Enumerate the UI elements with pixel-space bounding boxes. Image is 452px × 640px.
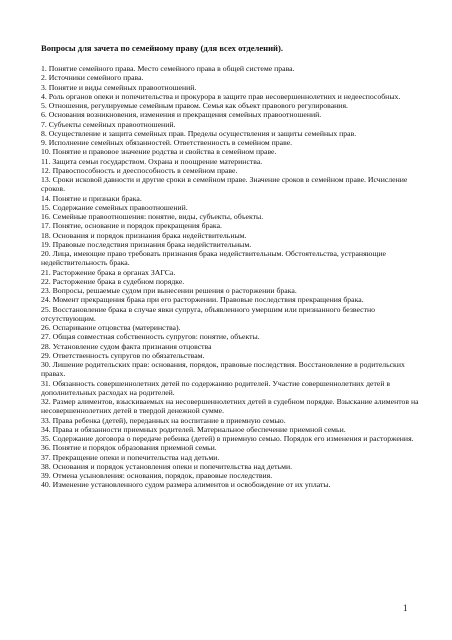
question-item: 12. Правоспособность и дееспособность в семейном праве.	[41, 165, 238, 175]
question-item: 16. Семейные правоотношения: понятие, виды, субъекты, объекты.	[41, 212, 264, 221]
question-item: 19. Правовые последствия признания брака недействительным.	[41, 239, 252, 249]
question-item: 8. Осуществление и защита семейных прав. Пределы осуществления и защиты семейных прав.	[41, 128, 357, 138]
question-item: 2. Источники семейного права.	[41, 73, 144, 83]
question-item: 25. Восстановление брака в случае явки супруга, объявленного умершим или признанного безвестно отсутствующим.	[41, 304, 375, 323]
question-item: 22. Расторжение брака в судебном порядке.	[41, 276, 185, 286]
question-item: 26. Оспаривание отцовства (материнства).	[41, 323, 181, 332]
question-item: 20. Лица, имеющие право требовать признания брака недействительным. Обстоятельства, устраняющие недействительность брака.	[41, 249, 386, 268]
question-item: 37. Прекращение опеки и попечительства над детьми.	[41, 452, 220, 462]
question-item: 15. Содержание семейных правоотношений.	[41, 202, 188, 212]
question-item: 31. Обязанность совершеннолетних детей по содержанию родителей. Участие совершеннолетних детей в дополнительных расходах на родителей.	[41, 378, 391, 397]
question-item: 35. Содержание договора о передаче ребенка (детей) в приемную семью. Порядок его изменения и расторжения.	[41, 434, 414, 443]
question-item: 21. Расторжение брака в органах ЗАГСа.	[41, 267, 176, 277]
question-item: 39. Отмена усыновления: основания, порядок, правовые последствия.	[41, 471, 273, 480]
question-item: 11. Защита семьи государством. Охрана и поощрение материнства.	[41, 156, 263, 166]
question-item: 4. Роль органов опеки и попечительства и прокурора в защите прав несовершеннолетних и недееспособных.	[41, 91, 401, 101]
question-item: 7. Субъекты семейных правоотношений.	[41, 119, 176, 129]
question-item: 40. Изменение установленного судом размера алиментов и освобождение от их уплаты.	[41, 480, 331, 490]
page-title: Вопросы для зачета по семейному праву (для всех отделений).	[41, 43, 284, 53]
question-item: 14. Понятие и признаки брака.	[41, 193, 142, 203]
question-item: 17. Понятие, основание и порядок прекращения брака.	[41, 221, 222, 231]
question-item: 5. Отношения, регулируемые семейным правом. Семья как объект правового регулирования.	[41, 101, 348, 110]
question-item: 29. Ответственность супругов по обязательствам.	[41, 350, 205, 360]
question-item: 27. Общая совместная собственность супругов: понятие, объекты.	[41, 332, 260, 342]
question-item: 34. Права и обязанности приемных родителей. Материальное обеспечение приемной семьи.	[41, 424, 346, 434]
question-item: 1. Понятие семейного права. Место семейного права в общей системе права.	[41, 64, 295, 73]
question-item: 28. Установление судом факта признания отцовства	[41, 341, 212, 351]
question-item: 10. Понятие и правовое значение родства и свойства в семейном праве.	[41, 147, 277, 157]
question-item: 9. Исполнение семейных обязанностей. Ответственность в семейном праве.	[41, 138, 293, 147]
question-item: 23. Вопросы, решаемые судом при вынесении решения о расторжении брака.	[41, 286, 297, 295]
question-list	[41, 64, 421, 490]
question-item: 3. Понятие и виды семейных правоотношений.	[41, 82, 197, 92]
page-number: 1	[403, 603, 408, 613]
question-item: 13. Сроки исковой давности и другие сроки в семейном праве. Значение сроков в семейном праве. Исчисление сроков.	[41, 175, 408, 194]
question-item: 33. Права ребенка (детей), переданных на воспитание в приемную семью.	[41, 415, 286, 425]
question-item: 18. Основания и порядок признания брака недействительным.	[41, 230, 247, 240]
question-item: 36. Понятие и порядок образования приемной семьи.	[41, 443, 217, 453]
question-item: 24. Момент прекращения брака при его расторжении. Правовые последствия прекращения брака.	[41, 295, 364, 305]
question-item: 6. Основания возникновения, изменения и прекращения семейных правоотношений.	[41, 110, 322, 120]
question-item: 30. Лишение родительских прав: основания, порядок, правовые последствия. Восстановление в родительских правах.	[41, 360, 405, 379]
question-item: 32. Размер алиментов, взыскиваемых на несовершеннолетних детей в судебном порядке. Взыскание алиментов на несовершеннолетних детей в твердой денежной сумме.	[41, 397, 419, 416]
question-item: 38. Основания и порядок установления опеки и попечительства над детьми.	[41, 461, 293, 471]
